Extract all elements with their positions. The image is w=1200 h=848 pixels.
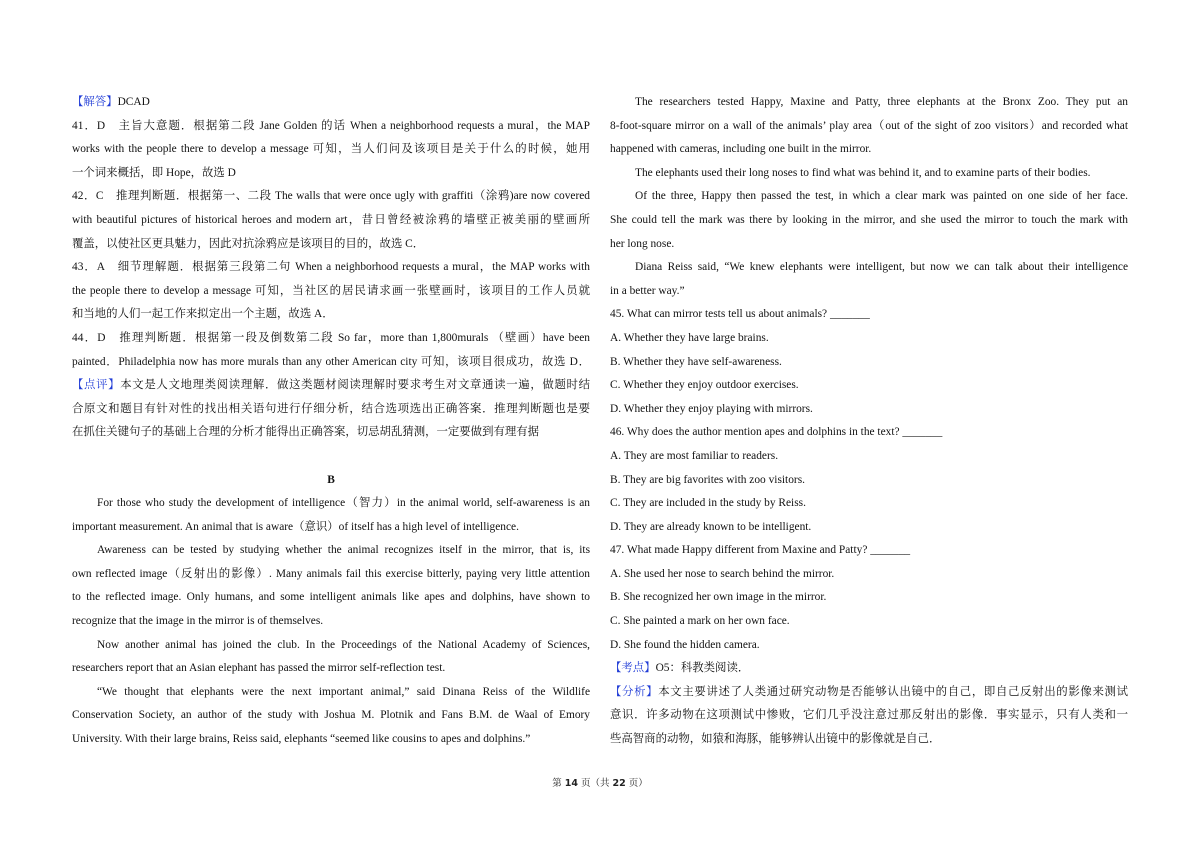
kaodian-text: O5：科教类阅读． <box>655 662 750 675</box>
question-stem: 45. What can mirror tests tell us about animals? _______ <box>610 308 870 321</box>
kaodian-line <box>610 657 1128 681</box>
section-heading: B <box>327 473 335 486</box>
passage-line: University. With their large brains, Reiss said, elephants “seemed like cousins to apes and dolphins.” <box>72 733 531 746</box>
left-column <box>72 91 590 752</box>
passage-line: researchers report that an Asian elephant has passed the mirror self-reflection test. <box>72 662 446 675</box>
analysis-line: 些高智商的动物，如猿和海豚，能够辨认出镜中的影像就是自己． <box>610 733 941 746</box>
answer-option: B. They are big favorites with zoo visitors. <box>610 473 805 486</box>
passage-line: recognize that the image in the mirror is of themselves. <box>72 615 324 628</box>
answer-option: C. They are included in the study by Reiss. <box>610 497 806 510</box>
total-pages: 22 <box>612 778 626 789</box>
explanation-line: with beautiful pictures of historical heroes and modern art，昔日曾经被涂鸦的墙壁正被美丽的壁画所 <box>72 213 590 226</box>
answer-option: B. She recognized her own image in the mirror. <box>610 591 827 604</box>
comment-tag: 【点评】 <box>72 379 121 392</box>
spacer <box>72 445 590 469</box>
passage-line: Conservation Society, an author of the study with Joshua M. Plotnik and Fans B.M. de Waal of Emory <box>72 709 590 722</box>
passage-line: For those who study the development of intelligence（智力）in the animal world, self-awareness is an <box>97 497 590 510</box>
question-stem: 46. Why does the author mention apes and dolphins in the text? _______ <box>610 426 943 439</box>
explanation-line: painted．Philadelphia now has more murals than any other American city 可知，该项目很成功，故选 D． <box>72 355 590 368</box>
footer-suffix: 页） <box>625 778 648 789</box>
answer-option: B. Whether they have self-awareness. <box>610 355 782 368</box>
answer-option: A. They are most familiar to readers. <box>610 449 779 462</box>
answer-option: A. Whether they have large brains. <box>610 331 769 344</box>
passage-line: Now another animal has joined the club. In the Proceedings of the National Academy of Sciences, <box>97 638 590 651</box>
answer-option: D. They are already known to be intelligent. <box>610 520 812 533</box>
page-number: 14 <box>564 778 578 789</box>
passage-line: “We thought that elephants were the next important animal,” said Dinana Reiss of the Wildlife <box>97 685 590 698</box>
explanation-line: 覆盖，以使社区更具魅力，因此对抗涂鸦应是该项目的目的，故选 C． <box>72 237 425 250</box>
answer-line <box>72 91 590 115</box>
passage-line: Diana Reiss said, “We knew elephants were intelligent, but now we can talk about their intelligence <box>635 261 1128 274</box>
passage-line: important measurement. An animal that is aware（意识）of itself has a high level of intelligence. <box>72 520 519 533</box>
question-stem: 47. What made Happy different from Maxine and Patty? _______ <box>610 544 911 557</box>
answer-option: C. Whether they enjoy outdoor exercises. <box>610 379 799 392</box>
analysis-text: 本文主要讲述了人类通过研究动物是否能够认出镜中的自己，即自己反射出的影像来测试 <box>658 685 1128 698</box>
passage-line: her long nose. <box>610 237 675 250</box>
explanation-line: 一个词来概括，即 Hope，故选 D <box>72 166 236 179</box>
passage-line: Awareness can be tested by studying whether the animal recognizes itself in the mirror, that is, its <box>97 544 590 557</box>
passage-line: own reflected image（反射出的影像）. Many animals fail this exercise bitterly, paying very little attention <box>72 567 590 580</box>
passage-line: to the reflected image. Only humans, and some intelligent animals like apes and dolphins, have shown to <box>72 591 590 604</box>
explanation-line: the people there to develop a message 可知，当社区的居民请求画一张壁画时，该项目的工作人员就 <box>72 284 590 297</box>
explanation-line: works with the people there to develop a message 可知，当人们问及该项目是关于什么的时候，她用 <box>72 143 590 156</box>
explanation-line: 43．A 细节理解题．根据第三段第二句 When a neighborhood requests a mural，the MAP works with <box>72 261 590 274</box>
explanation-line: 44．D 推理判断题．根据第一段及倒数第二段 So far，more than 1,800murals （壁画）have been <box>72 331 590 344</box>
passage-line: She could tell the mark was there by looking in the mirror, and she used the mirror to touch the mark with <box>610 213 1128 226</box>
analysis-line <box>610 681 1128 705</box>
passage-line: The researchers tested Happy, Maxine and Patty, three elephants at the Bronx Zoo. They put an <box>635 96 1128 108</box>
answer-option: C. She painted a mark on her own face. <box>610 615 790 628</box>
passage-line: happened with cameras, including one built in the mirror. <box>610 143 872 156</box>
page-footer <box>0 775 1200 789</box>
answer-option: D. Whether they enjoy playing with mirrors. <box>610 402 813 415</box>
passage-line: in a better way.” <box>610 284 685 297</box>
footer-prefix: 第 <box>552 778 565 789</box>
answer-option: A. She used her nose to search behind the mirror. <box>610 567 835 580</box>
comment-text: 本文是人文地理类阅读理解．做这类题材阅读理解时要求考生对文章通读一遍，做题时结 <box>120 379 590 392</box>
comment-line <box>72 374 590 398</box>
explanation-line: 和当地的人们一起工作来拟定出一个主题，故选 A． <box>72 308 334 321</box>
passage-line: Of the three, Happy then passed the test, in which a clear mark was painted on one side of her face. <box>635 190 1128 203</box>
explanation-line: 42．C 推理判断题．根据第一、二段 The walls that were once ugly with graffiti（涂鸦)are now covered <box>72 190 590 203</box>
analysis-tag: 【分析】 <box>610 685 659 698</box>
comment-line: 合原文和题目有针对性的找出相关语句进行仔细分析，结合选项选出正确答案．推理判断题也是要 <box>72 402 590 415</box>
passage-line: 8-foot-square mirror on a wall of the animals’ play area（out of the sight of zoo visitors）and recorded what <box>610 119 1128 132</box>
answer-option: D. She found the hidden camera. <box>610 638 760 651</box>
footer-middle: 页（共 <box>577 778 613 789</box>
answer-text: DCAD <box>117 96 150 108</box>
answer-tag: 【解答】 <box>72 96 118 108</box>
right-column <box>610 91 1128 752</box>
analysis-line: 意识．许多动物在这项测试中惨败，它们几乎没注意过那反射出的影像．事实显示，只有人类和一 <box>610 709 1128 722</box>
kaodian-tag: 【考点】 <box>610 662 656 675</box>
explanation-line: 41．D 主旨大意题．根据第二段 Jane Golden 的话 When a neighborhood requests a mural，the MAP <box>72 119 590 132</box>
comment-line: 在抓住关键句子的基础上合理的分析才能得出正确答案，切忌胡乱猜测，一定要做到有理有据 <box>72 426 540 439</box>
passage-line: The elephants used their long noses to find what was behind it, and to examine parts of their bodies. <box>635 166 1091 179</box>
